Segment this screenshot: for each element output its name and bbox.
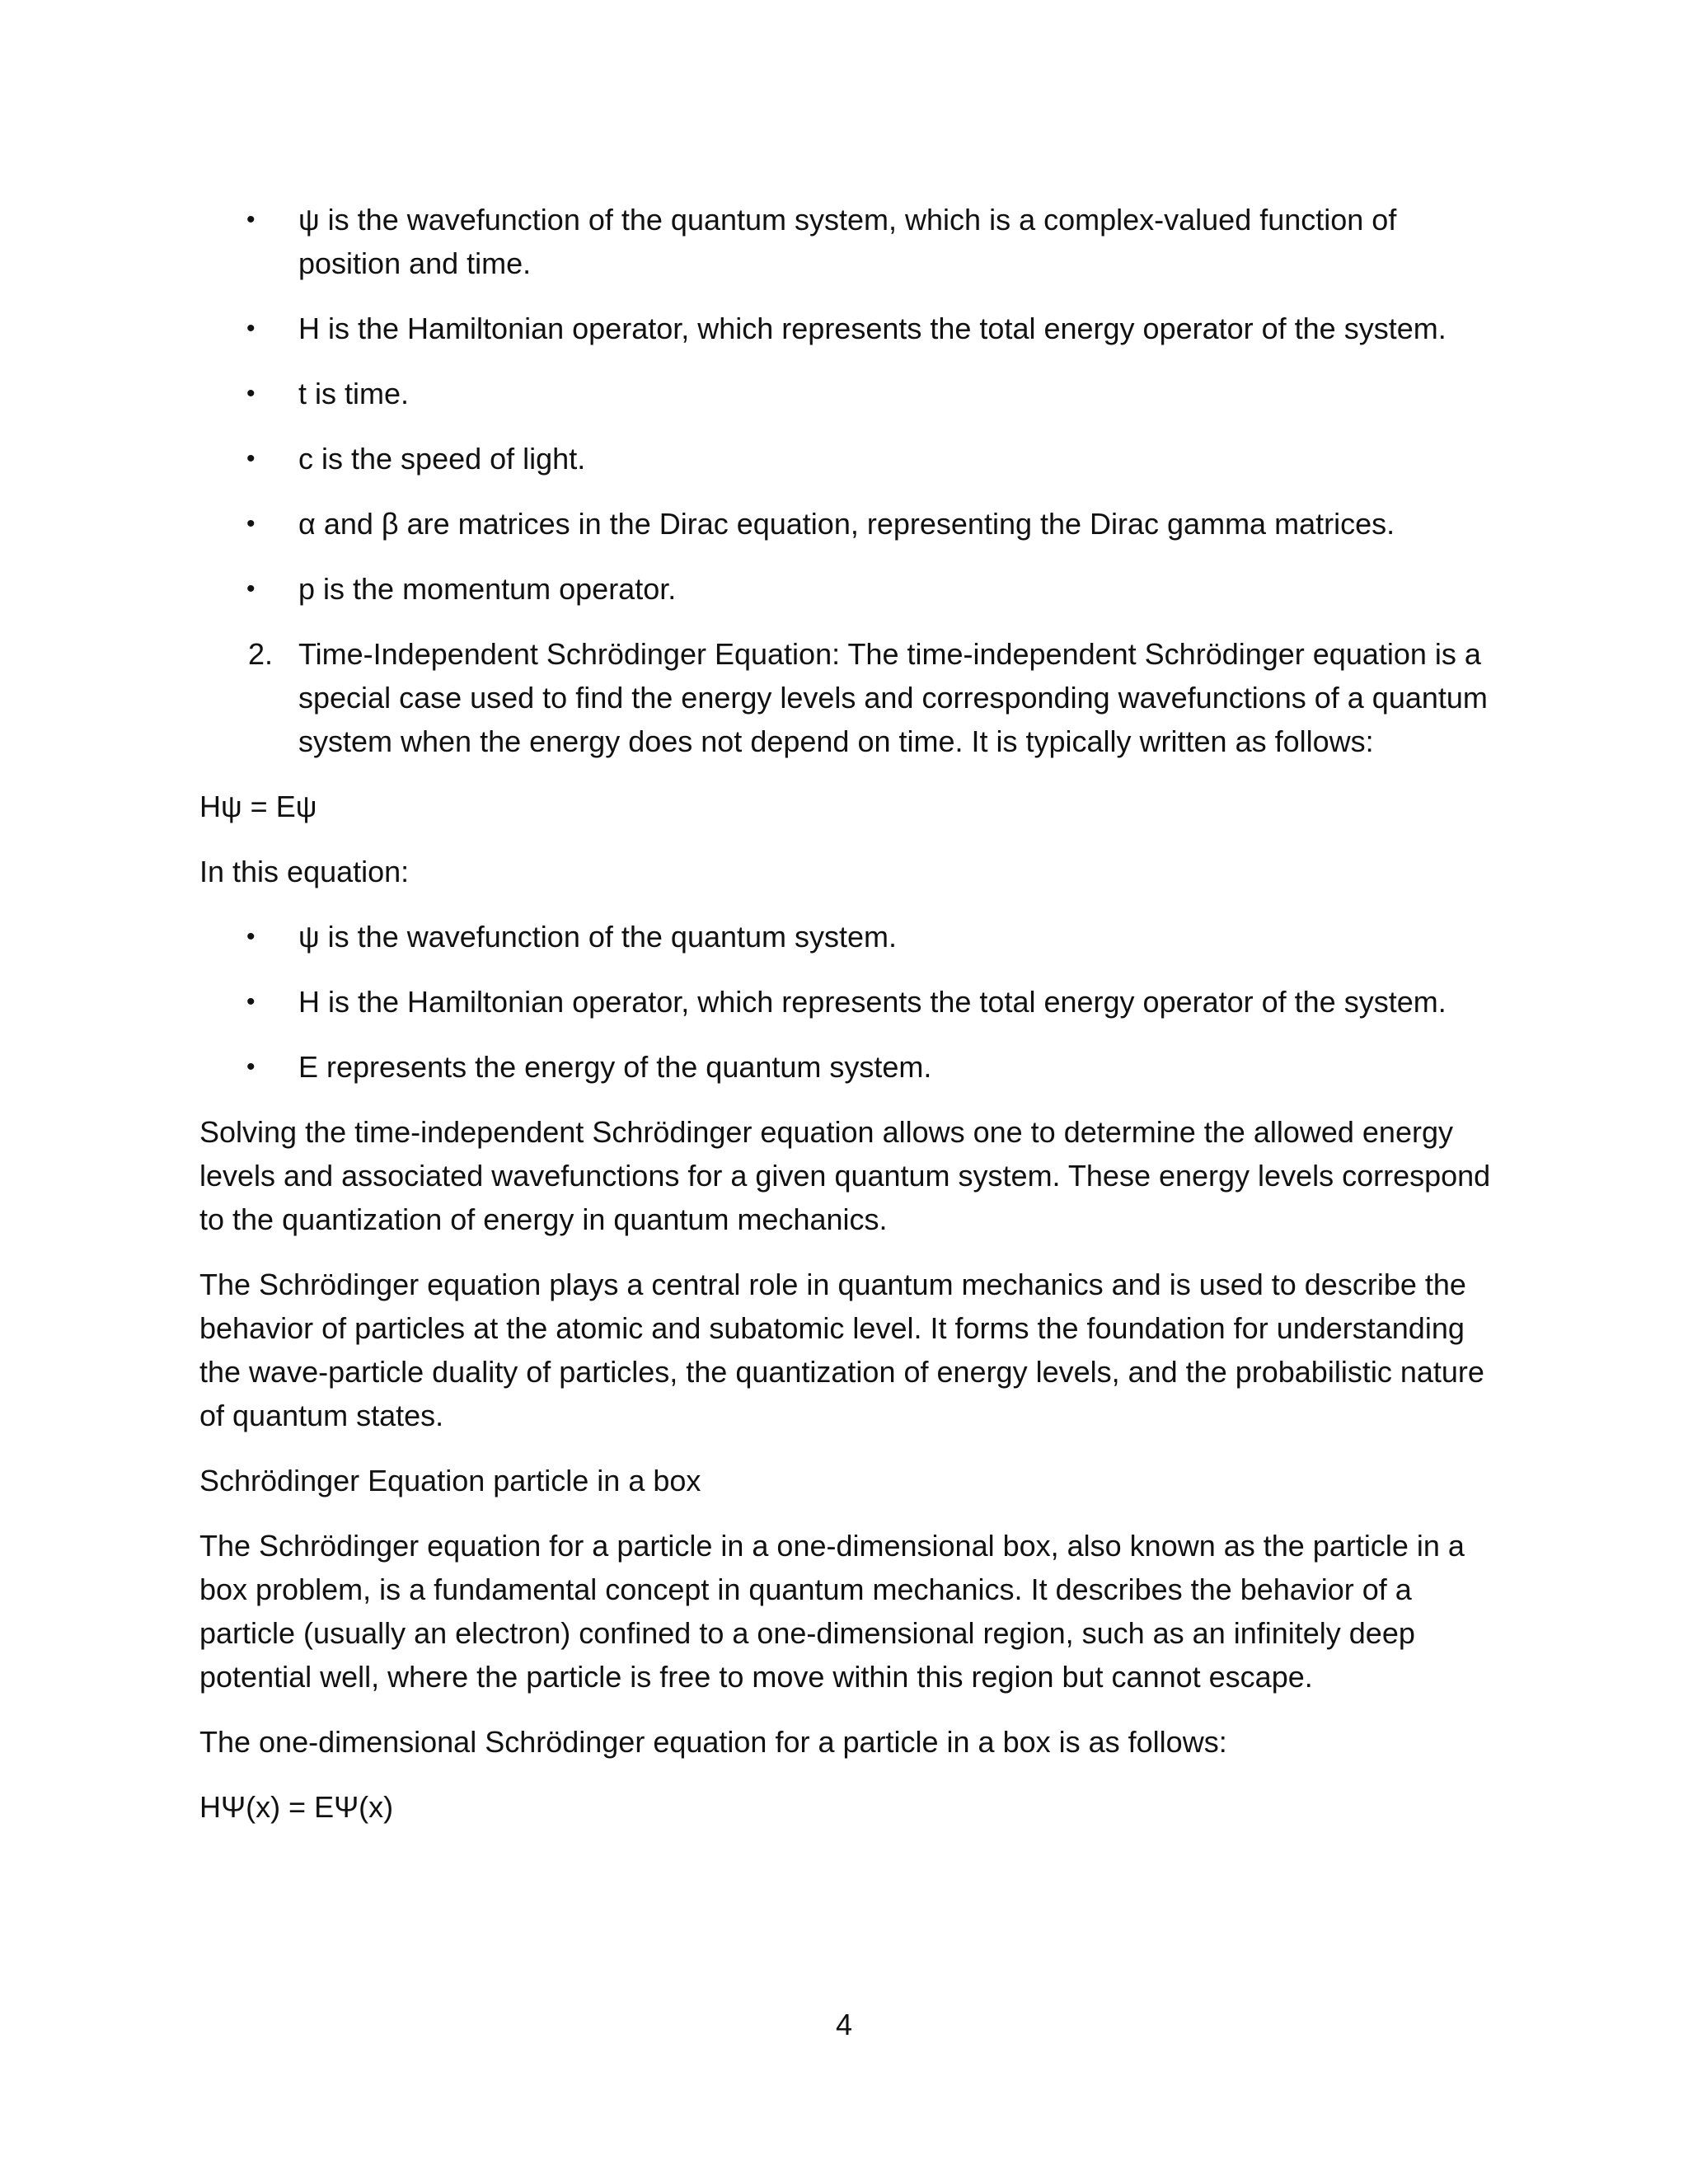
bullet-icon: •	[246, 445, 256, 472]
list-item	[199, 567, 1502, 611]
variable-definitions-list	[199, 198, 1502, 763]
page-content	[199, 198, 1502, 1850]
list-item-text: c is the speed of light.	[298, 442, 586, 476]
equation: Hψ = Eψ	[199, 790, 317, 823]
list-item-text: p is the momentum operator.	[298, 572, 677, 606]
list-item-text: ψ is the wavefunction of the quantum system, which is a complex-valued function of position and time.	[298, 203, 1397, 280]
list-item-text: H is the Hamiltonian operator, which represents the total energy operator of the system.	[298, 312, 1447, 345]
numbered-list-item	[199, 632, 1502, 763]
paragraph: In this equation:	[199, 855, 410, 888]
bullet-icon: •	[246, 315, 256, 342]
bullet-icon: •	[246, 510, 256, 537]
variable-definitions-list	[199, 915, 1502, 1089]
list-item	[199, 372, 1502, 415]
bullet-icon: •	[246, 575, 256, 602]
list-item-text: ψ is the wavefunction of the quantum system.	[298, 920, 898, 954]
list-item-text: Time-Independent Schrödinger Equation: The time-independent Schrödinger equation is a special case used to find the energy levels and corresponding wavefunctions of a quantum system when the energy does not depend on time. It is typically written as follows:	[298, 637, 1488, 758]
paragraph: The one-dimensional Schrödinger equation for a particle in a box is as follows:	[199, 1725, 1227, 1759]
bullet-icon: •	[246, 988, 256, 1015]
list-item	[199, 307, 1502, 350]
bullet-icon: •	[246, 206, 256, 233]
bullet-icon: •	[246, 923, 256, 950]
page-number: 4	[835, 2008, 853, 2041]
list-item-text: H is the Hamiltonian operator, which represents the total energy operator of the system.	[298, 985, 1447, 1019]
bullet-icon: •	[246, 1053, 256, 1080]
list-item-text: E represents the energy of the quantum system.	[298, 1050, 932, 1084]
list-number: 2.	[248, 637, 274, 671]
list-item	[199, 198, 1502, 285]
list-item	[199, 915, 1502, 958]
section-heading: Schrödinger Equation particle in a box	[199, 1464, 701, 1497]
equation: HΨ(x) = EΨ(x)	[199, 1790, 394, 1824]
list-item	[199, 437, 1502, 480]
list-item	[199, 980, 1502, 1024]
paragraph: Solving the time-independent Schrödinger equation allows one to determine the allowed energy levels and associated wavefunctions for a given quantum system. These energy levels correspond to the quantization of energy in quantum mechanics.	[199, 1115, 1491, 1236]
list-item	[199, 502, 1502, 546]
list-item-text: α and β are matrices in the Dirac equation, representing the Dirac gamma matrices.	[298, 507, 1395, 541]
paragraph: The Schrödinger equation plays a central role in quantum mechanics and is used to describe the behavior of particles at the atomic and subatomic level. It forms the foundation for understanding the wave-particle duality of particles, the quantization of energy levels, and the probabilistic nature of quantum states.	[199, 1268, 1484, 1432]
list-item-text: t is time.	[298, 377, 410, 410]
paragraph: The Schrödinger equation for a particle in a one-dimensional box, also known as the particle in a box problem, is a fundamental concept in quantum mechanics. It describes the behavior of a particle (usually an electron) confined to a one-dimensional region, such as an infinitely deep potential well, where the particle is free to move within this region but cannot escape.	[199, 1529, 1465, 1694]
bullet-icon: •	[246, 380, 256, 407]
list-item	[199, 1045, 1502, 1089]
